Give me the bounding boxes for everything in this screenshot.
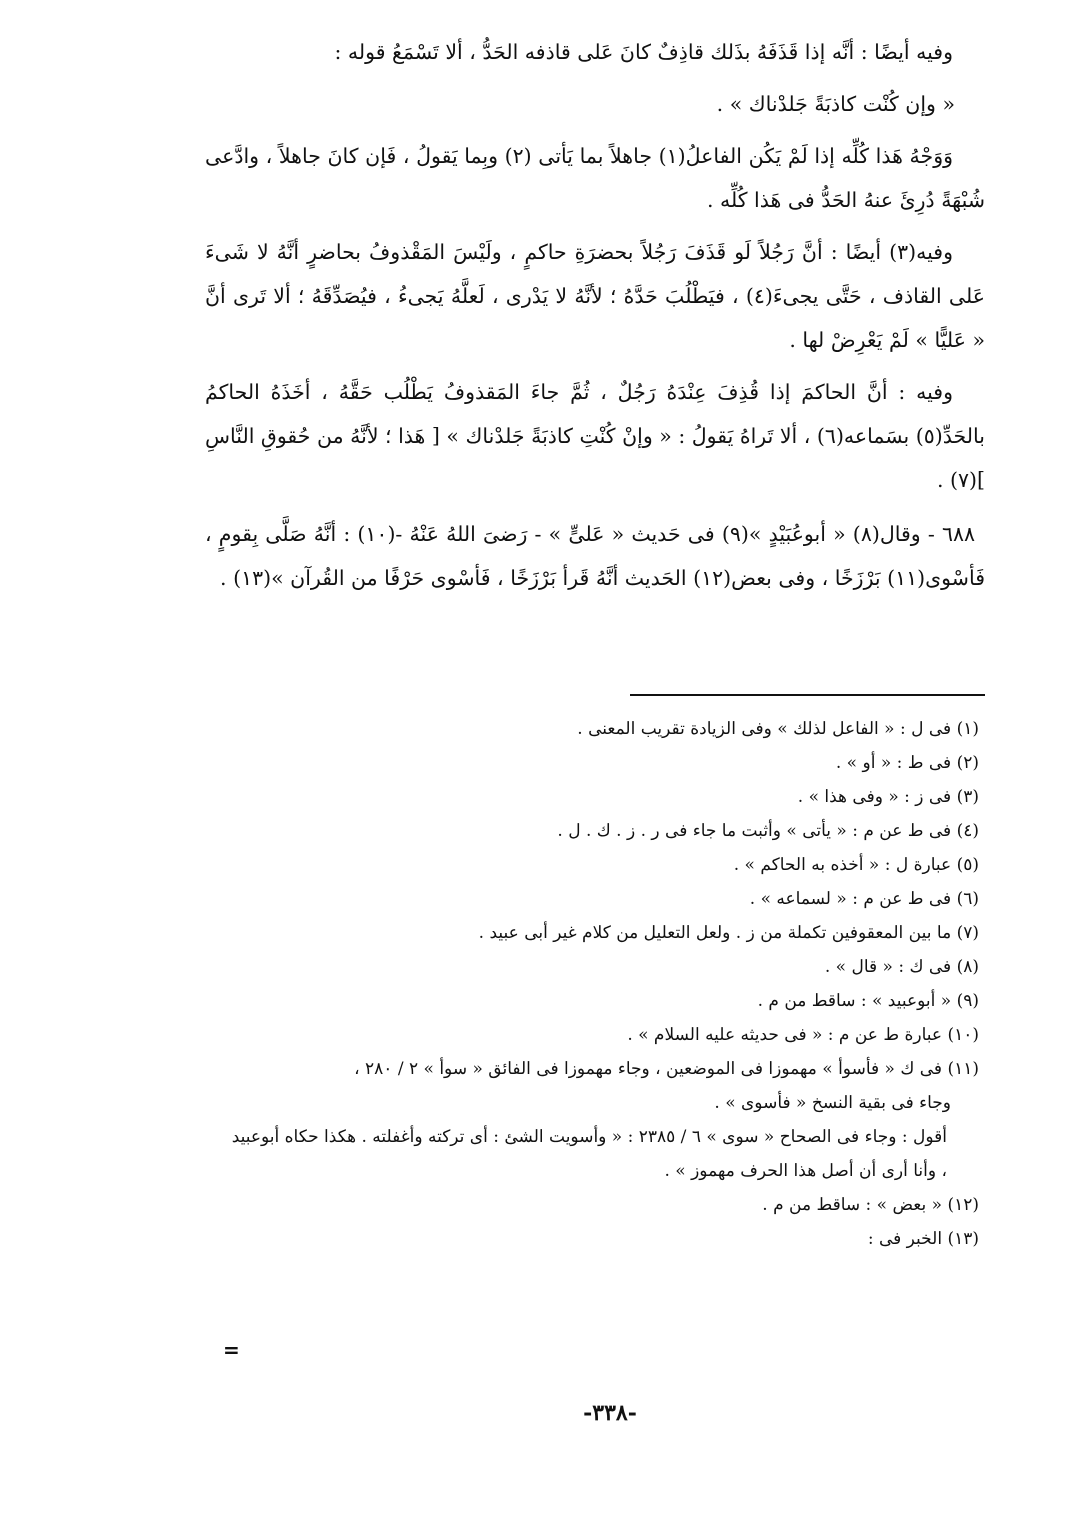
footnote: (٤) فى ط عن م : « يأتى » وأثبت ما جاء فى ر . ز . ك . ل . bbox=[557, 821, 979, 841]
footnotes-block bbox=[225, 712, 987, 1256]
footnote: (٨) فى ك : « قال » . bbox=[824, 957, 979, 977]
footnote: (٩) « أبوعبيد » : ساقط من م . bbox=[757, 991, 979, 1011]
paragraph: وفيه(٣) أيضًا : أنَّ رَجُلاً لَو قَذَفَ رَجُلاً بحضرَةِ حاكمٍ ، ولَيْسَ المَقْذوفُ بحاضرٍ أنَّهُ لا شَىءَ عَلى القاذف ، حَتَّى يجىءَ(٤) ، فيَطْلُبَ حَدَّهُ ؛ لأنَّهُ لا يَدْرى ، لَعلَّهُ يَجىءُ ، فيُصَدِّقَهُ ؛ ألا تَرى أنَّ « عَليًّا » لَمْ يَعْرِضْ لها . bbox=[205, 240, 985, 352]
paragraph: وَوَجْهُ هَذا كُلِّه إذا لَمْ يَكُن الفاعلُ(١) جاهلاً بما يَأتى (٢) وبِما يَقولُ ، فَإن كانَ جاهلاً ، وادَّعى شُبْهَةً دُرِئَ عنهُ الحَدُّ فى هَذا كُلِّه . bbox=[205, 144, 985, 212]
page-number: -٣٣٨- bbox=[583, 1400, 637, 1426]
footnote: (١٢) « بعض » : ساقط من م . bbox=[762, 1195, 979, 1215]
footnote: (٢) فى ط : « أو » . bbox=[835, 753, 979, 773]
footnote-comment: أقول : وجاء فى الصحاح « سوى » ٦ / ٢٣٨٥ : « وأسويت الشئ : أى تركته وأغفلته . هكذا حكاه أبوعبيد ، وأنا أرى أن أصل هذا الحرف مهموز » . bbox=[231, 1127, 947, 1181]
footnote: (٦) فى ط عن م : « لسماعه » . bbox=[749, 889, 979, 909]
footnote: (٧) ما بين المعقوفين تكملة من ز . ولعل التعليل من كلام غير أبى عبيد . bbox=[478, 923, 979, 943]
footnote-divider bbox=[630, 694, 985, 696]
footnote: (٣) فى ز : « وفى هذا » . bbox=[797, 787, 979, 807]
continuation-mark: = bbox=[223, 1338, 240, 1362]
quoted-verse: « وإن كُنْت كاذبَةً جَلدْناك » . bbox=[716, 92, 955, 116]
footnote: (١) فى ل : « الفاعل لذلك » وفى الزيادة تقريب المعنى . bbox=[577, 719, 979, 739]
paragraph: وفيه أيضًا : أنَّه إذا قَذَفَهُ بذَلك قاذِفٌ كانَ عَلى قاذفه الحَدُّ ، ألا تَسْمَعُ قوله : bbox=[334, 40, 953, 64]
footnote: (١١) فى ك « فأسوأ » مهموزا فى الموضعين ، وجاء مهموزا فى الفائق « سوأ » ٢ / ٢٨٠ ، bbox=[354, 1059, 979, 1079]
paragraph: وفيه : أنَّ الحاكمَ إذا قُذِفَ عِنْدَهُ رَجُلٌ ، ثُمَّ جاءَ المَقذوفُ يَطْلُب حَقَّهُ ، أخَذَهُ الحاكمُ بالحَدِّ(٥) بسَماعه(٦) ، ألا تَراهُ يَقولُ : « وإنْ كُنْتِ كاذبَةً جَلدْناك » [ هَذا ؛ لأنَّهُ من حُقوقِ النَّاسِ ](٧) . bbox=[205, 380, 985, 492]
entry-paragraph: ٦٨٨ - وقال(٨) « أبوعُبَيْدٍ »(٩) فى حَديث « عَلىٍّ » - رَضىَ اللهُ عَنْهُ -(١٠) : أنَّهُ صَلَّى بِقومٍ ، فَأسْوى(١١) بَرْزَخًا ، وفى بعض(١٢) الحَديث أنَّهُ قَرأ بَرْزَخًا ، فَأسْوى حَرْفًا من القُرآن »(١٣) . bbox=[205, 522, 985, 590]
footnote: (١٣) الخبر فى : bbox=[867, 1229, 979, 1249]
footnote: (١٠) عبارة ط عن م : « فى حديثه عليه السلام » . bbox=[627, 1025, 979, 1045]
main-text-block bbox=[205, 30, 985, 608]
footnote: (٥) عبارة ل : « أخذه به الحاكم » . bbox=[733, 855, 979, 875]
footnote-continuation: وجاء فى بقية النسخ « فأسوى » . bbox=[714, 1093, 951, 1113]
